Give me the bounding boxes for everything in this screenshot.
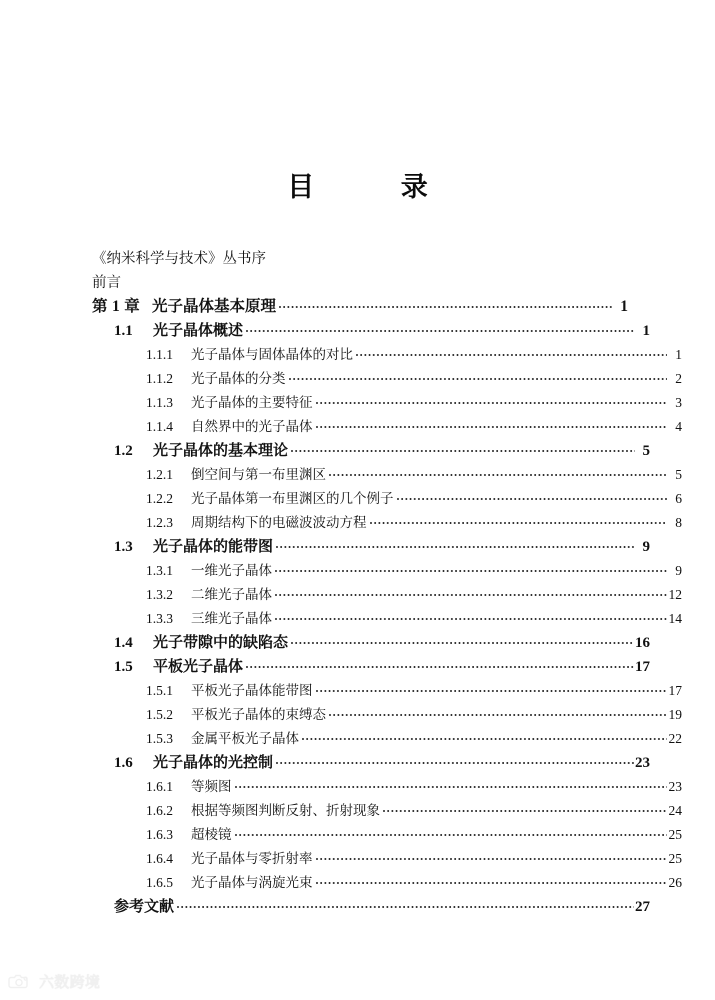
toc-entry-number: 1.2.2 bbox=[146, 491, 173, 506]
toc-entry-page-number: 9 bbox=[675, 563, 682, 578]
toc-front-matter-row bbox=[92, 271, 628, 295]
toc-entry-label: 二维光子晶体 bbox=[191, 587, 272, 602]
page-title: 目 录 bbox=[287, 172, 439, 202]
toc-entry-number: 1.1.2 bbox=[146, 371, 173, 386]
toc-entry-label: 光子晶体第一布里渊区的几个例子 bbox=[191, 491, 394, 506]
toc-entry-number: 1.4 bbox=[114, 635, 133, 651]
toc-entry-page-number: 4 bbox=[675, 419, 682, 434]
toc-leader-dots bbox=[276, 537, 635, 551]
toc-entry-page-number: 19 bbox=[668, 707, 682, 722]
toc-entry-label: 光子晶体与零折射率 bbox=[191, 851, 313, 866]
toc-entry-level-3[interactable] bbox=[92, 703, 682, 727]
toc-leader-dots bbox=[124, 273, 628, 287]
toc-entry-level-3[interactable] bbox=[92, 511, 682, 535]
toc-entry-number: 1.6 bbox=[114, 755, 133, 771]
toc-entry-number: 1.2 bbox=[114, 443, 133, 459]
toc-leader-dots bbox=[329, 705, 667, 719]
toc-entry-number: 1.5.1 bbox=[146, 683, 173, 698]
toc-leader-dots bbox=[235, 825, 668, 839]
toc-entry-label: 三维光子晶体 bbox=[191, 611, 272, 626]
toc-entry-label: 一维光子晶体 bbox=[191, 563, 272, 578]
toc-entry-label: 平板光子晶体能带图 bbox=[191, 683, 313, 698]
toc-entry-level-2[interactable] bbox=[92, 655, 650, 679]
toc-leader-dots bbox=[275, 609, 667, 623]
toc-entry-level-3[interactable] bbox=[92, 343, 682, 367]
toc-entry-label: 光子晶体的分类 bbox=[191, 371, 286, 386]
toc-entry-page-number: 25 bbox=[668, 827, 682, 842]
toc-entry-level-3[interactable] bbox=[92, 871, 682, 895]
toc-entry-label: 等频图 bbox=[191, 779, 232, 794]
toc-leader-dots bbox=[316, 849, 668, 863]
table-of-contents bbox=[92, 247, 682, 919]
toc-entry-number: 1.1.4 bbox=[146, 419, 173, 434]
toc-entry-number: 1.6.3 bbox=[146, 827, 173, 842]
toc-entry-level-3[interactable] bbox=[92, 775, 682, 799]
toc-entry-label: 光子晶体概述 bbox=[153, 323, 244, 339]
toc-entry-label: 自然界中的光子晶体 bbox=[191, 419, 313, 434]
toc-entry-label: 平板光子晶体的束缚态 bbox=[191, 707, 326, 722]
toc-entry-number: 1.6.1 bbox=[146, 779, 173, 794]
watermark-label: 六数跨境 bbox=[39, 974, 101, 991]
toc-leader-dots bbox=[291, 441, 635, 455]
toc-entry-level-3[interactable] bbox=[92, 823, 682, 847]
toc-leader-dots bbox=[370, 513, 668, 527]
toc-entry-page-number: 5 bbox=[675, 467, 682, 482]
toc-entry-number: 1.5.2 bbox=[146, 707, 173, 722]
toc-entry-number: 1.5 bbox=[114, 659, 133, 675]
toc-entry-level-1[interactable] bbox=[92, 295, 628, 319]
toc-entry-level-3[interactable] bbox=[92, 559, 682, 583]
toc-entry-level-3[interactable] bbox=[92, 799, 682, 823]
toc-entry-label: 光子晶体的能带图 bbox=[153, 539, 274, 555]
toc-entry-label: 参考文献 bbox=[114, 899, 175, 915]
toc-leader-dots bbox=[289, 369, 668, 383]
toc-leader-dots bbox=[329, 465, 667, 479]
toc-entry-label: 前言 bbox=[92, 275, 121, 291]
toc-entry-label: 倒空间与第一布里渊区 bbox=[191, 467, 326, 482]
toc-entry-level-3[interactable] bbox=[92, 583, 682, 607]
toc-entry-page-number: 12 bbox=[668, 587, 682, 602]
toc-entry-page-number: 1 bbox=[675, 347, 682, 362]
toc-entry-label: 光子带隙中的缺陷态 bbox=[153, 635, 289, 651]
toc-entry-number: 第 1 章 bbox=[92, 298, 141, 315]
toc-entry-page-number: 17 bbox=[668, 683, 682, 698]
toc-entry-number: 1.2.1 bbox=[146, 467, 173, 482]
toc-leader-dots bbox=[383, 801, 667, 815]
toc-leader-dots bbox=[316, 417, 668, 431]
toc-entry-level-2[interactable] bbox=[92, 439, 650, 463]
toc-entry-page-number: 14 bbox=[668, 611, 682, 626]
toc-entry-level-3[interactable] bbox=[92, 607, 682, 631]
toc-entry-number: 1.2.3 bbox=[146, 515, 173, 530]
toc-entry-page-number: 25 bbox=[668, 851, 682, 866]
toc-leader-dots bbox=[316, 393, 668, 407]
toc-leader-dots bbox=[235, 777, 668, 791]
toc-entry-label: 光子晶体的主要特征 bbox=[191, 395, 313, 410]
toc-entry-page-number: 26 bbox=[668, 875, 682, 890]
toc-entry-level-3[interactable] bbox=[92, 727, 682, 751]
toc-entry-level-3[interactable] bbox=[92, 487, 682, 511]
toc-entry-level-2[interactable] bbox=[92, 319, 650, 343]
toc-entry-page-number: 1 bbox=[620, 298, 628, 315]
toc-entry-level-2[interactable] bbox=[92, 751, 650, 775]
toc-entry-number: 1.6.4 bbox=[146, 851, 173, 866]
toc-entry-number: 1.3.3 bbox=[146, 611, 173, 626]
toc-entry-page-number: 16 bbox=[635, 635, 650, 651]
toc-entry-level-2[interactable] bbox=[92, 895, 650, 919]
toc-entry-level-3[interactable] bbox=[92, 847, 682, 871]
toc-entry-number: 1.3.1 bbox=[146, 563, 173, 578]
toc-leader-dots bbox=[269, 249, 628, 263]
toc-entry-number: 1.6.2 bbox=[146, 803, 173, 818]
toc-leader-dots bbox=[276, 753, 634, 767]
toc-leader-dots bbox=[302, 729, 667, 743]
toc-entry-level-2[interactable] bbox=[92, 631, 650, 655]
toc-entry-page-number: 9 bbox=[642, 539, 650, 555]
toc-entry-page-number: 5 bbox=[642, 443, 650, 459]
toc-entry-label: 光子晶体基本原理 bbox=[152, 298, 277, 315]
toc-entry-number: 1.3 bbox=[114, 539, 133, 555]
toc-entry-level-2[interactable] bbox=[92, 535, 650, 559]
toc-entry-level-3[interactable] bbox=[92, 463, 682, 487]
toc-entry-number: 1.3.2 bbox=[146, 587, 173, 602]
toc-entry-page-number: 27 bbox=[635, 899, 650, 915]
toc-leader-dots bbox=[275, 585, 667, 599]
toc-entry-page-number: 3 bbox=[675, 395, 682, 410]
toc-leader-dots bbox=[279, 297, 613, 311]
toc-entry-label: 光子晶体的基本理论 bbox=[153, 443, 289, 459]
toc-entry-label: 光子晶体与固体晶体的对比 bbox=[191, 347, 353, 362]
toc-entry-page-number: 24 bbox=[668, 803, 682, 818]
toc-entry-page-number: 1 bbox=[642, 323, 650, 339]
toc-entry-label: 《纳米科学与技术》丛书序 bbox=[92, 251, 266, 267]
toc-entry-level-3[interactable] bbox=[92, 415, 682, 439]
toc-entry-page-number: 8 bbox=[675, 515, 682, 530]
toc-leader-dots bbox=[397, 489, 668, 503]
toc-entry-level-3[interactable] bbox=[92, 391, 682, 415]
toc-entry-label: 根据等频图判断反射、折射现象 bbox=[191, 803, 380, 818]
toc-entry-number: 1.6.5 bbox=[146, 875, 173, 890]
toc-leader-dots bbox=[356, 345, 667, 359]
toc-entry-page-number: 22 bbox=[668, 731, 682, 746]
toc-leader-dots bbox=[291, 633, 634, 647]
toc-entry-page-number: 17 bbox=[635, 659, 650, 675]
toc-entry-number: 1.5.3 bbox=[146, 731, 173, 746]
toc-entry-label: 周期结构下的电磁波波动方程 bbox=[191, 515, 367, 530]
toc-front-matter-row bbox=[92, 247, 628, 271]
toc-leader-dots bbox=[316, 873, 668, 887]
watermark bbox=[8, 971, 100, 992]
toc-entry-label: 光子晶体的光控制 bbox=[153, 755, 274, 771]
toc-entry-level-3[interactable] bbox=[92, 367, 682, 391]
toc-leader-dots bbox=[246, 657, 634, 671]
toc-entry-page-number: 2 bbox=[675, 371, 682, 386]
toc-entry-number: 1.1 bbox=[114, 323, 133, 339]
camera-logo-icon bbox=[8, 973, 34, 990]
toc-leader-dots bbox=[246, 321, 635, 335]
toc-entry-page-number: 23 bbox=[668, 779, 682, 794]
toc-entry-page-number: 6 bbox=[675, 491, 682, 506]
toc-entry-level-3[interactable] bbox=[92, 679, 682, 703]
toc-entry-label: 光子晶体与涡旋光束 bbox=[191, 875, 313, 890]
toc-leader-dots bbox=[177, 897, 634, 911]
toc-leader-dots bbox=[316, 681, 668, 695]
toc-entry-label: 超棱镜 bbox=[191, 827, 232, 842]
toc-entry-page-number: 23 bbox=[635, 755, 650, 771]
toc-leader-dots bbox=[275, 561, 667, 575]
toc-entry-number: 1.1.3 bbox=[146, 395, 173, 410]
toc-entry-label: 平板光子晶体 bbox=[153, 659, 244, 675]
toc-entry-label: 金属平板光子晶体 bbox=[191, 731, 299, 746]
toc-entry-number: 1.1.1 bbox=[146, 347, 173, 362]
